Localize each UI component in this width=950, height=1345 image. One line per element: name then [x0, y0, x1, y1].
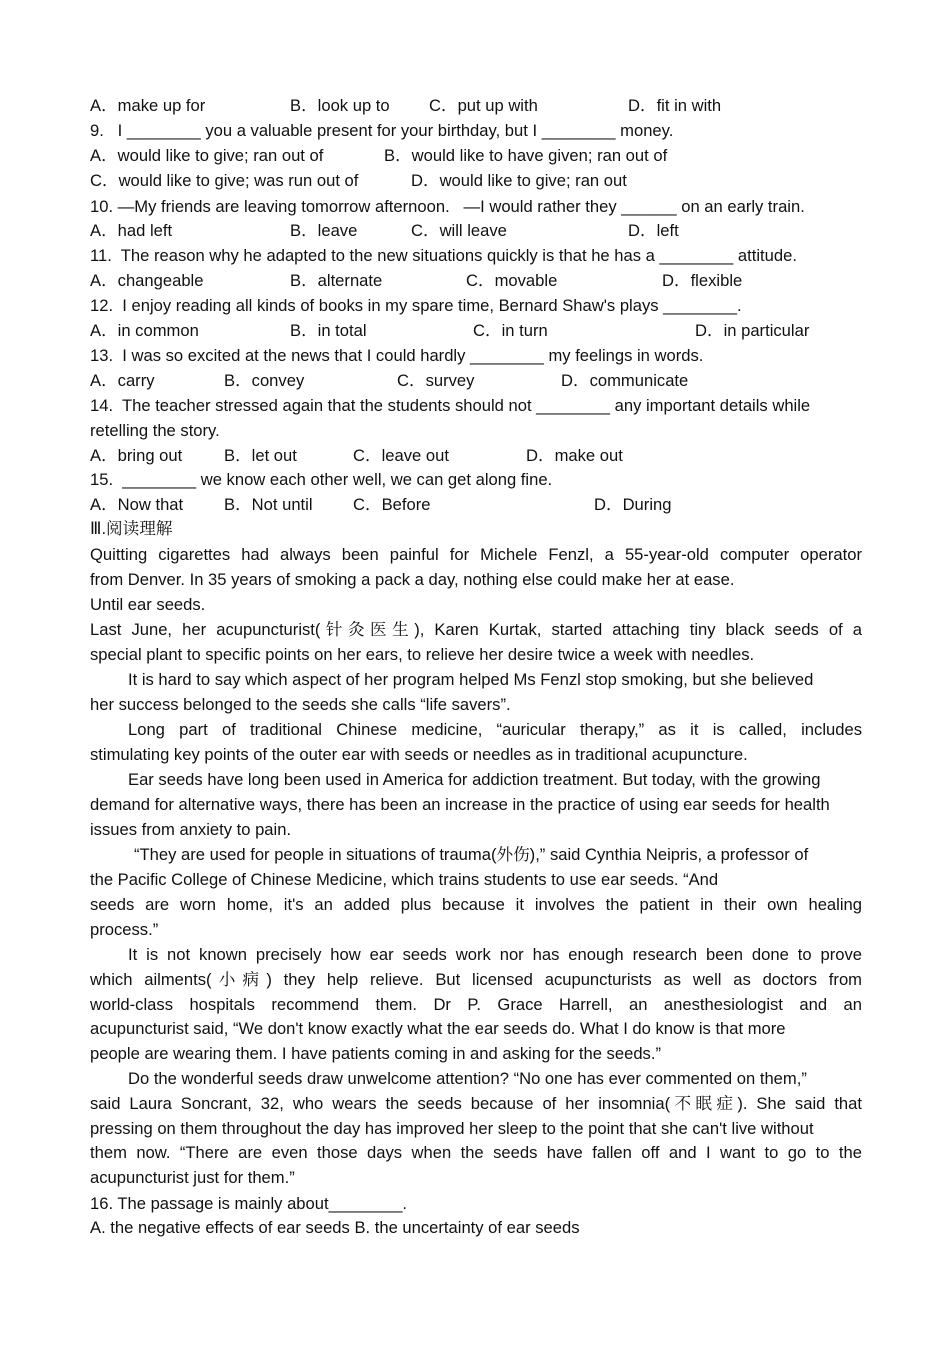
- passage-p8-line5: people are wearing them. I have patients coming in and asking for the seeds.”: [90, 1044, 661, 1063]
- q10-option-b: B．leave: [290, 221, 358, 240]
- q12-option-d: D．in particular: [695, 321, 810, 340]
- q13-stem: 13. I was so excited at the news that I could hardly ________ my feelings in words.: [90, 346, 704, 365]
- q11-option-b: B．alternate: [290, 271, 383, 290]
- q13-option-b: B．convey: [224, 371, 305, 390]
- q15-option-b: B．Not until: [224, 495, 313, 514]
- passage-p7-line4: process.”: [90, 920, 159, 939]
- q11-option-d: D．flexible: [662, 271, 743, 290]
- q14-option-a: A．bring out: [90, 446, 183, 465]
- passage-p4-line1: It is hard to say which aspect of her program helped Ms Fenzl stop smoking, but she believed: [128, 670, 814, 689]
- passage-p7-line2: the Pacific College of Chinese Medicine, which trains students to use ear seeds. “And: [90, 870, 719, 889]
- q12-option-a: A．in common: [90, 321, 199, 340]
- passage-p8-line2: which ailments(小病) they help relieve. But licensed acupuncturists as well as doctors from: [90, 970, 862, 989]
- passage-p5-line1: Long part of traditional Chinese medicine, “auricular therapy,” as it is called, includes: [128, 720, 862, 739]
- section-heading: Ⅲ.阅读理解: [90, 519, 173, 538]
- passage-p3-line1: Last June, her acupuncturist(针灸医生), Karen Kurtak, started attaching tiny black seeds of a: [90, 620, 862, 639]
- passage-p3-line2: special plant to specific points on her ears, to relieve her desire twice a week with needles.: [90, 645, 755, 664]
- q16-stem: 16. The passage is mainly about________.: [90, 1194, 408, 1213]
- q15-option-a: A．Now that: [90, 495, 184, 514]
- q15-option-c: C．Before: [353, 495, 431, 514]
- q13-option-d: D．communicate: [561, 371, 689, 390]
- q12-option-c: C．in turn: [473, 321, 548, 340]
- passage-p9-line1: Do the wonderful seeds draw unwelcome attention? “No one has ever commented on them,”: [128, 1069, 807, 1088]
- passage-p7-line1: “They are used for people in situations of trauma(外伤),” said Cynthia Neipris, a professor of: [134, 845, 809, 864]
- passage-p9-line5: acupuncturist just for them.”: [90, 1168, 295, 1187]
- passage-p1-line2: from Denver. In 35 years of smoking a pack a day, nothing else could make her at ease.: [90, 570, 735, 589]
- passage-p8-line3: world-class hospitals recommend them. Dr P. Grace Harrell, an anesthesiologist and an: [90, 995, 862, 1014]
- q14-stem-line2: retelling the story.: [90, 421, 220, 440]
- passage-p9-line4: them now. “There are even those days when the seeds have fallen off and I want to go to the: [90, 1143, 862, 1162]
- q11-option-a: A．changeable: [90, 271, 204, 290]
- passage-p1-line1: Quitting cigarettes had always been painful for Michele Fenzl, a 55-year-old computer operator: [90, 545, 862, 564]
- q11-stem: 11. The reason why he adapted to the new situations quickly is that he has a ________ attitude.: [90, 246, 797, 265]
- passage-p2: Until ear seeds.: [90, 595, 206, 614]
- q9-option-b: B．would like to have given; ran out of: [384, 146, 668, 165]
- passage-p6-line2: demand for alternative ways, there has been an increase in the practice of using ear seeds for health: [90, 795, 830, 814]
- q14-option-b: B．let out: [224, 446, 297, 465]
- q8-option-a: A．make up for: [90, 96, 206, 115]
- q13-option-a: A．carry: [90, 371, 155, 390]
- passage-p6-line3: issues from anxiety to pain.: [90, 820, 292, 839]
- q8-option-b: B．look up to: [290, 96, 390, 115]
- q10-option-d: D．left: [628, 221, 679, 240]
- passage-p4-line2: her success belonged to the seeds she calls “life savers”.: [90, 695, 511, 714]
- q8-option-d: D．fit in with: [628, 96, 722, 115]
- q14-option-c: C．leave out: [353, 446, 449, 465]
- passage-p6-line1: Ear seeds have long been used in America for addiction treatment. But today, with the growing: [128, 770, 821, 789]
- q13-option-c: C．survey: [397, 371, 475, 390]
- q12-stem: 12. I enjoy reading all kinds of books in my spare time, Bernard Shaw's plays ________.: [90, 296, 742, 315]
- q9-stem: 9. I ________ you a valuable present for your birthday, but I ________ money.: [90, 121, 674, 140]
- q10-stem: 10. —My friends are leaving tomorrow afternoon. —I would rather they ______ on an early train.: [90, 197, 805, 216]
- passage-p8-line4: acupuncturist said, “We don't know exactly what the ear seeds do. What I do know is that more: [90, 1019, 786, 1038]
- passage-p5-line2: stimulating key points of the outer ear with seeds or needles as in traditional acupuncture.: [90, 745, 748, 764]
- q16-options: A. the negative effects of ear seeds B. the uncertainty of ear seeds: [90, 1218, 580, 1237]
- q14-option-d: D．make out: [526, 446, 623, 465]
- passage-p8-line1: It is not known precisely how ear seeds work nor has enough research been done to prove: [128, 945, 862, 964]
- passage-p9-line2: said Laura Soncrant, 32, who wears the seeds because of her insomnia(不眠症). She said that: [90, 1094, 862, 1113]
- q8-option-c: C．put up with: [429, 96, 538, 115]
- q9-option-c: C．would like to give; was run out of: [90, 171, 359, 190]
- q12-option-b: B．in total: [290, 321, 367, 340]
- q15-stem: 15. ________ we know each other well, we can get along fine.: [90, 470, 553, 489]
- q10-option-a: A．had left: [90, 221, 173, 240]
- passage-p9-line3: pressing on them throughout the day has improved her sleep to the point that she can't live without: [90, 1119, 814, 1138]
- q11-option-c: C．movable: [466, 271, 558, 290]
- q10-option-c: C．will leave: [411, 221, 507, 240]
- q15-option-d: D．During: [594, 495, 672, 514]
- q9-option-a: A．would like to give; ran out of: [90, 146, 324, 165]
- q9-option-d: D．would like to give; ran out: [411, 171, 627, 190]
- passage-p7-line3: seeds are worn home, it's an added plus because it involves the patient in their own healing: [90, 895, 862, 914]
- q14-stem-line1: 14. The teacher stressed again that the students should not ________ any important details while: [90, 396, 811, 415]
